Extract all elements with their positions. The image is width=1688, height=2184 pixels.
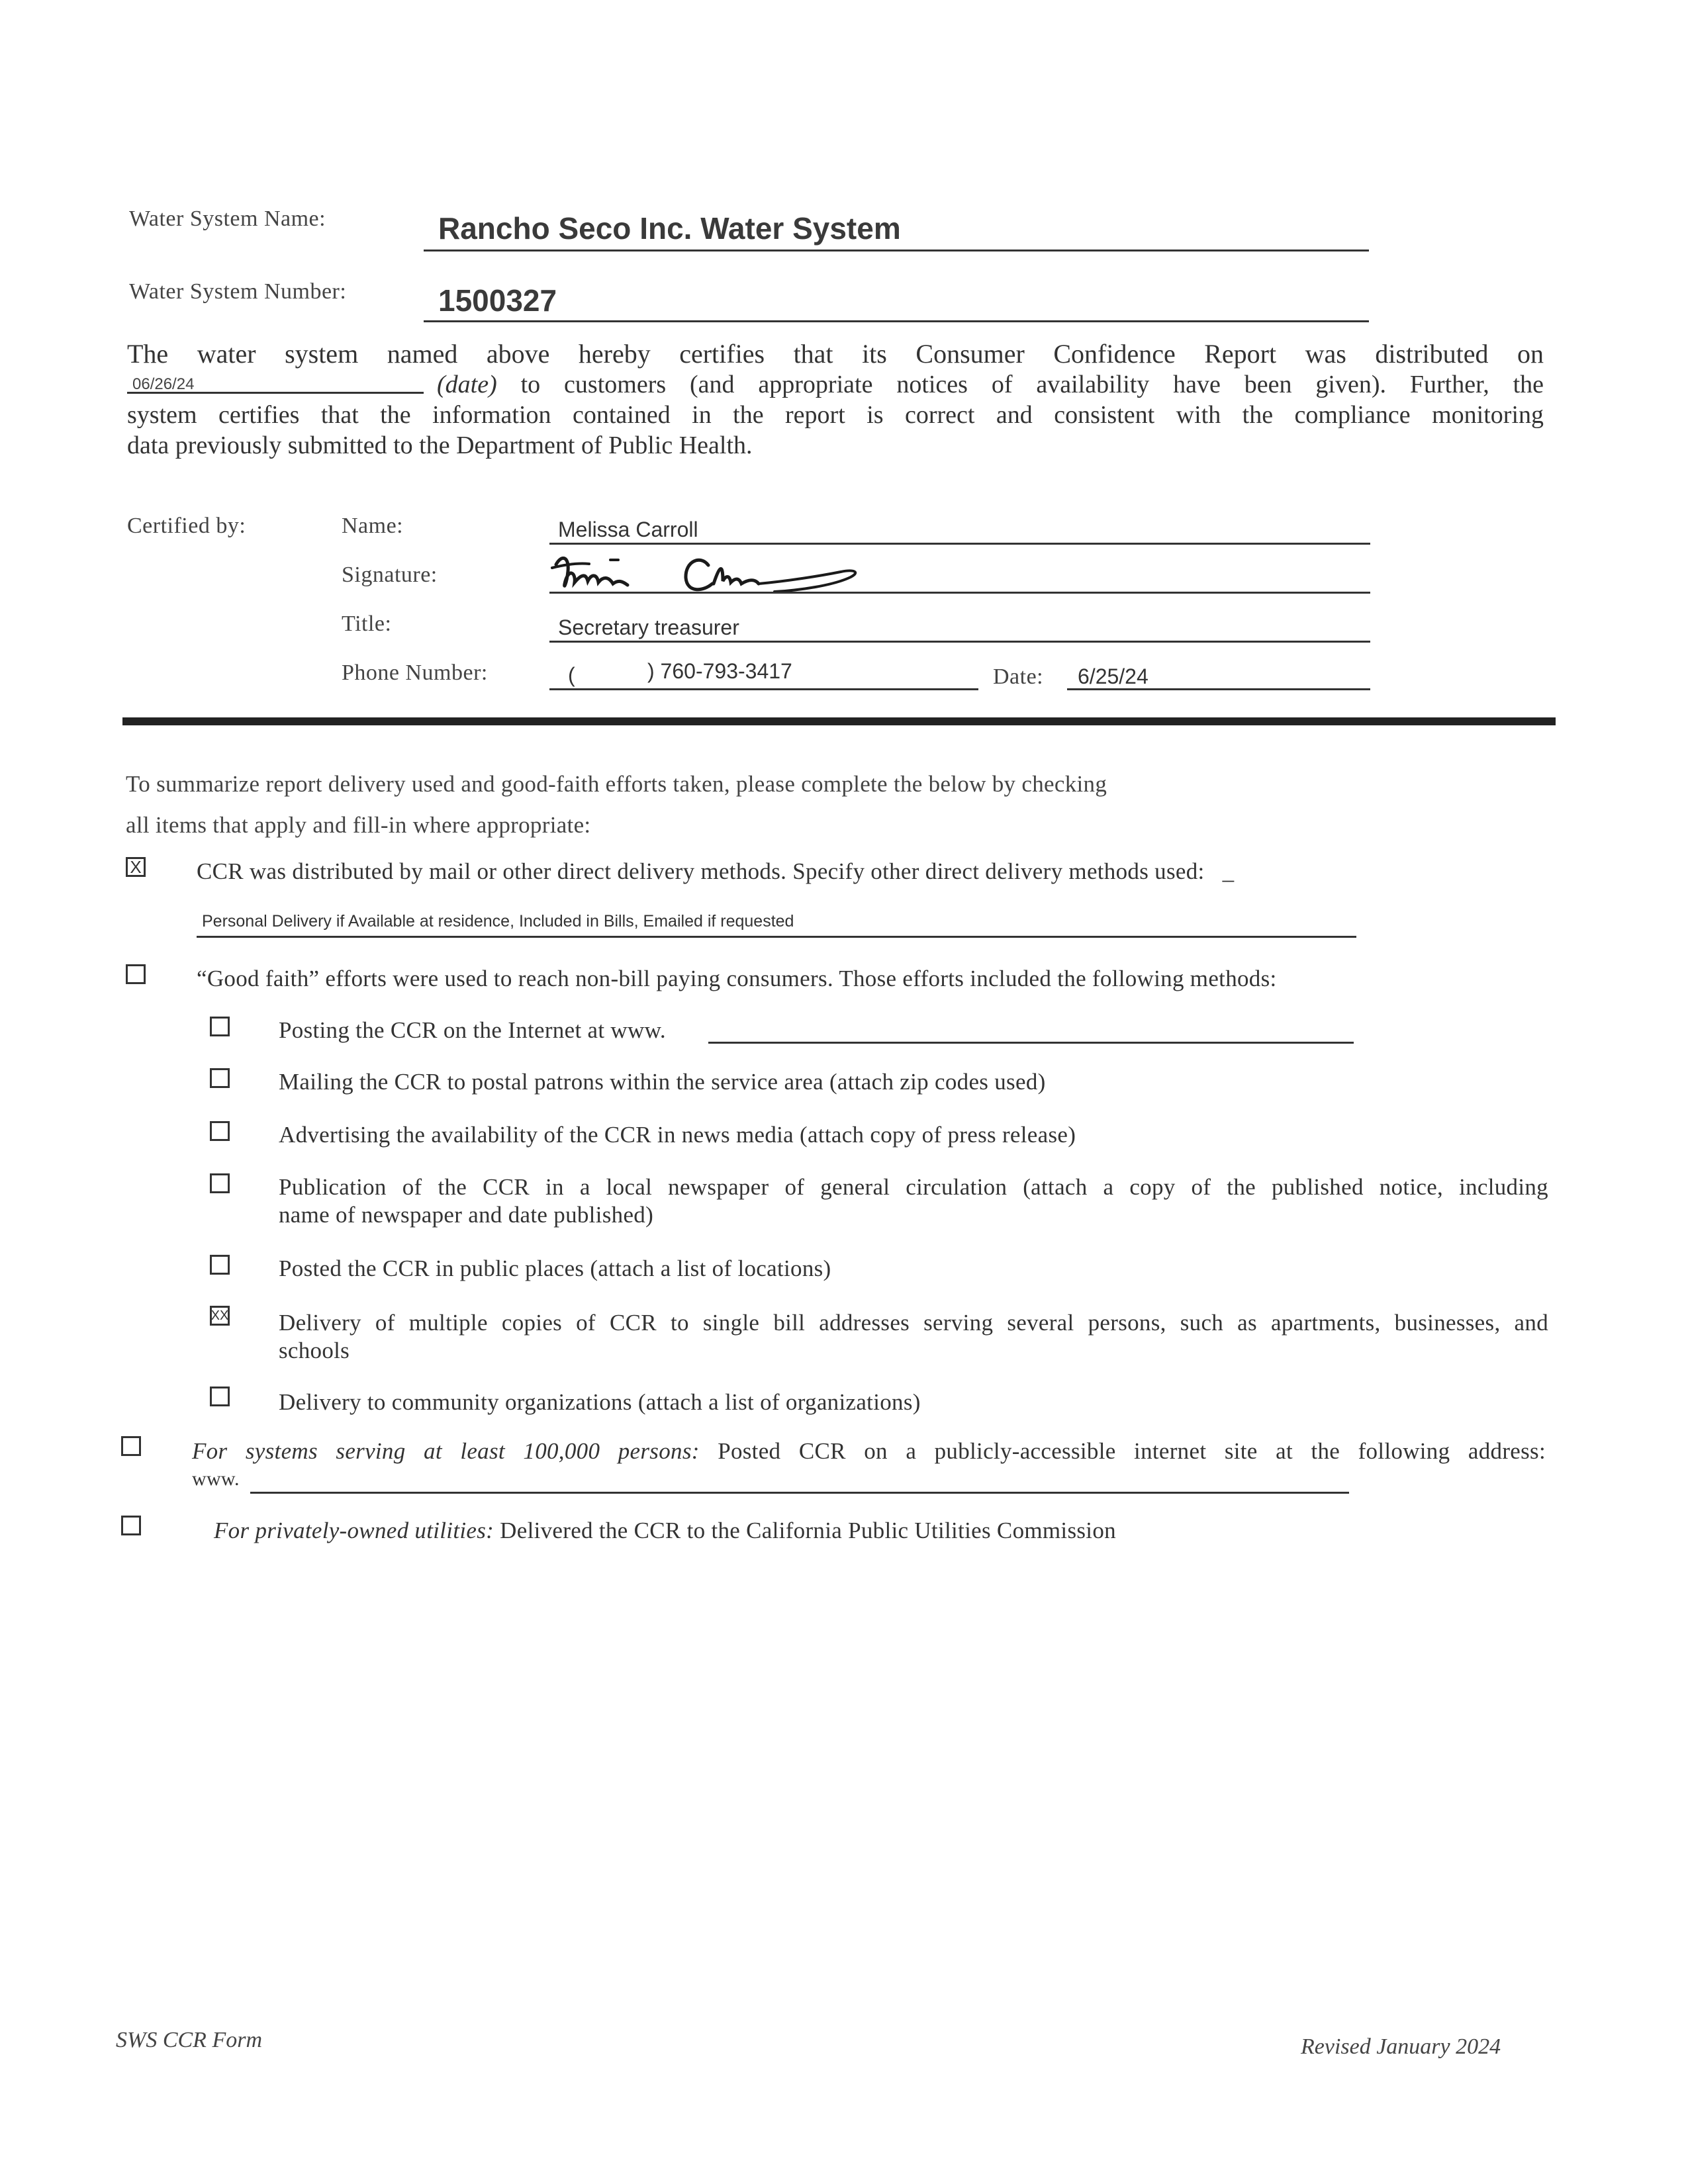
distribution-date-line xyxy=(127,392,424,394)
good-faith-checkbox[interactable] xyxy=(126,964,146,984)
large-systems-checkbox[interactable] xyxy=(121,1436,141,1456)
mail-delivery-check-mark: X xyxy=(130,857,142,877)
newspaper-publication-line-1: Publication of the CCR in a local newspaper of general circulation (attach a copy of the published notice, including xyxy=(279,1174,1548,1200)
community-organizations-checkbox[interactable] xyxy=(210,1387,230,1406)
certification-line-2-rest: to customers (and appropriate notices of availability have been given). Further, the xyxy=(520,371,1544,398)
public-places-checkbox[interactable] xyxy=(210,1255,230,1275)
distribution-date-value[interactable]: 06/26/24 xyxy=(132,375,195,393)
footer-revision: Revised January 2024 xyxy=(1301,2034,1501,2059)
mail-delivery-checkbox[interactable] xyxy=(126,857,146,877)
signature-line xyxy=(549,592,1370,594)
private-utilities-text xyxy=(214,1517,1116,1545)
internet-posting-checkbox[interactable] xyxy=(210,1017,230,1036)
news-advertising-checkbox[interactable] xyxy=(210,1121,230,1141)
mail-delivery-label: CCR was distributed by mail or other direct delivery methods. Specify other direct delivery methods used: xyxy=(197,858,1205,884)
large-systems-italic-label: For systems serving at least 100,000 persons: xyxy=(192,1438,700,1464)
certification-line-3: system certifies that the information contained in the report is correct and consistent with the compliance monitoring xyxy=(127,401,1544,429)
other-delivery-methods-line xyxy=(197,936,1356,938)
large-systems-text xyxy=(192,1437,1546,1493)
signature-label: Signature: xyxy=(342,563,438,587)
newspaper-publication-text xyxy=(279,1173,1548,1229)
summary-intro-line-1: To summarize report delivery used and good-faith efforts taken, please complete the below by checking xyxy=(126,771,1107,797)
mail-delivery-text xyxy=(197,858,1388,886)
newspaper-publication-checkbox[interactable] xyxy=(210,1173,230,1193)
good-faith-text: “Good faith” efforts were used to reach non-bill paying consumers. Those efforts included the following methods: xyxy=(197,966,1277,991)
footer-form-name: SWS CCR Form xyxy=(116,2028,262,2052)
news-advertising-text: Advertising the availability of the CCR in news media (attach copy of press release) xyxy=(279,1122,1076,1148)
internet-posting-text: Posting the CCR on the Internet at www. xyxy=(279,1017,666,1043)
certification-paragraph xyxy=(127,339,1544,461)
large-systems-line-1 xyxy=(192,1437,1546,1465)
date-value[interactable]: 6/25/24 xyxy=(1078,664,1149,688)
title-value[interactable]: Secretary treasurer xyxy=(558,615,739,639)
multiple-copies-check-mark: XX xyxy=(211,1308,229,1323)
private-utilities-checkbox[interactable] xyxy=(121,1516,141,1535)
phone-paren-open: ( xyxy=(568,663,575,687)
water-system-number-value[interactable]: 1500327 xyxy=(438,283,557,318)
large-systems-url-line[interactable] xyxy=(250,1492,1349,1494)
certified-by-label: Certified by: xyxy=(127,514,246,538)
water-system-name-value[interactable]: Rancho Seco Inc. Water System xyxy=(438,211,901,246)
multiple-copies-line-1: Delivery of multiple copies of CCR to single bill addresses serving several persons, such as apartments, businesses, and xyxy=(279,1310,1548,1336)
large-systems-label: Posted CCR on a publicly-accessible internet site at the following address: xyxy=(718,1438,1546,1464)
community-organizations-text: Delivery to community organizations (attach a list of organizations) xyxy=(279,1389,921,1415)
section-divider xyxy=(122,717,1556,725)
water-system-number-line xyxy=(424,320,1369,322)
title-line xyxy=(549,641,1370,643)
large-systems-www: www. xyxy=(192,1468,240,1490)
multiple-copies-checkbox[interactable] xyxy=(210,1306,230,1326)
certification-line-4: data previously submitted to the Department of Public Health. xyxy=(127,432,753,459)
phone-number-line xyxy=(549,688,978,690)
date-word: (date) xyxy=(437,371,497,398)
private-utilities-italic-label: For privately-owned utilities: xyxy=(214,1518,494,1543)
mail-delivery-trailing-blank: _ xyxy=(1222,858,1235,884)
certification-line-1: The water system named above hereby certifies that its Consumer Confidence Report was distributed on xyxy=(127,339,1544,369)
name-value[interactable]: Melissa Carroll xyxy=(558,518,698,541)
internet-url-line[interactable] xyxy=(708,1042,1354,1044)
multiple-copies-text xyxy=(279,1309,1548,1365)
date-line xyxy=(1067,688,1370,690)
title-label: Title: xyxy=(342,612,392,636)
water-system-name-line xyxy=(424,250,1369,251)
certification-line-2 xyxy=(127,369,1544,400)
summary-intro-line-2: all items that apply and fill-in where appropriate: xyxy=(126,812,591,838)
date-label: Date: xyxy=(993,664,1044,689)
water-system-name-label: Water System Name: xyxy=(129,206,326,231)
postal-mailing-text: Mailing the CCR to postal patrons within the service area (attach zip codes used) xyxy=(279,1069,1046,1095)
private-utilities-label: Delivered the CCR to the California Public Utilities Commission xyxy=(500,1518,1116,1543)
other-delivery-methods-value[interactable]: Personal Delivery if Available at residence, Included in Bills, Emailed if requested xyxy=(202,912,794,931)
phone-number-label: Phone Number: xyxy=(342,660,488,685)
certification-line-2-text xyxy=(437,369,1544,400)
phone-number-value[interactable]: ) 760-793-3417 xyxy=(647,659,792,683)
postal-mailing-checkbox[interactable] xyxy=(210,1068,230,1088)
multiple-copies-line-2: schools xyxy=(279,1338,350,1363)
name-label: Name: xyxy=(342,514,404,538)
newspaper-publication-line-2: name of newspaper and date published) xyxy=(279,1202,654,1228)
water-system-number-label: Water System Number: xyxy=(129,279,347,304)
public-places-text: Posted the CCR in public places (attach a list of locations) xyxy=(279,1255,831,1281)
